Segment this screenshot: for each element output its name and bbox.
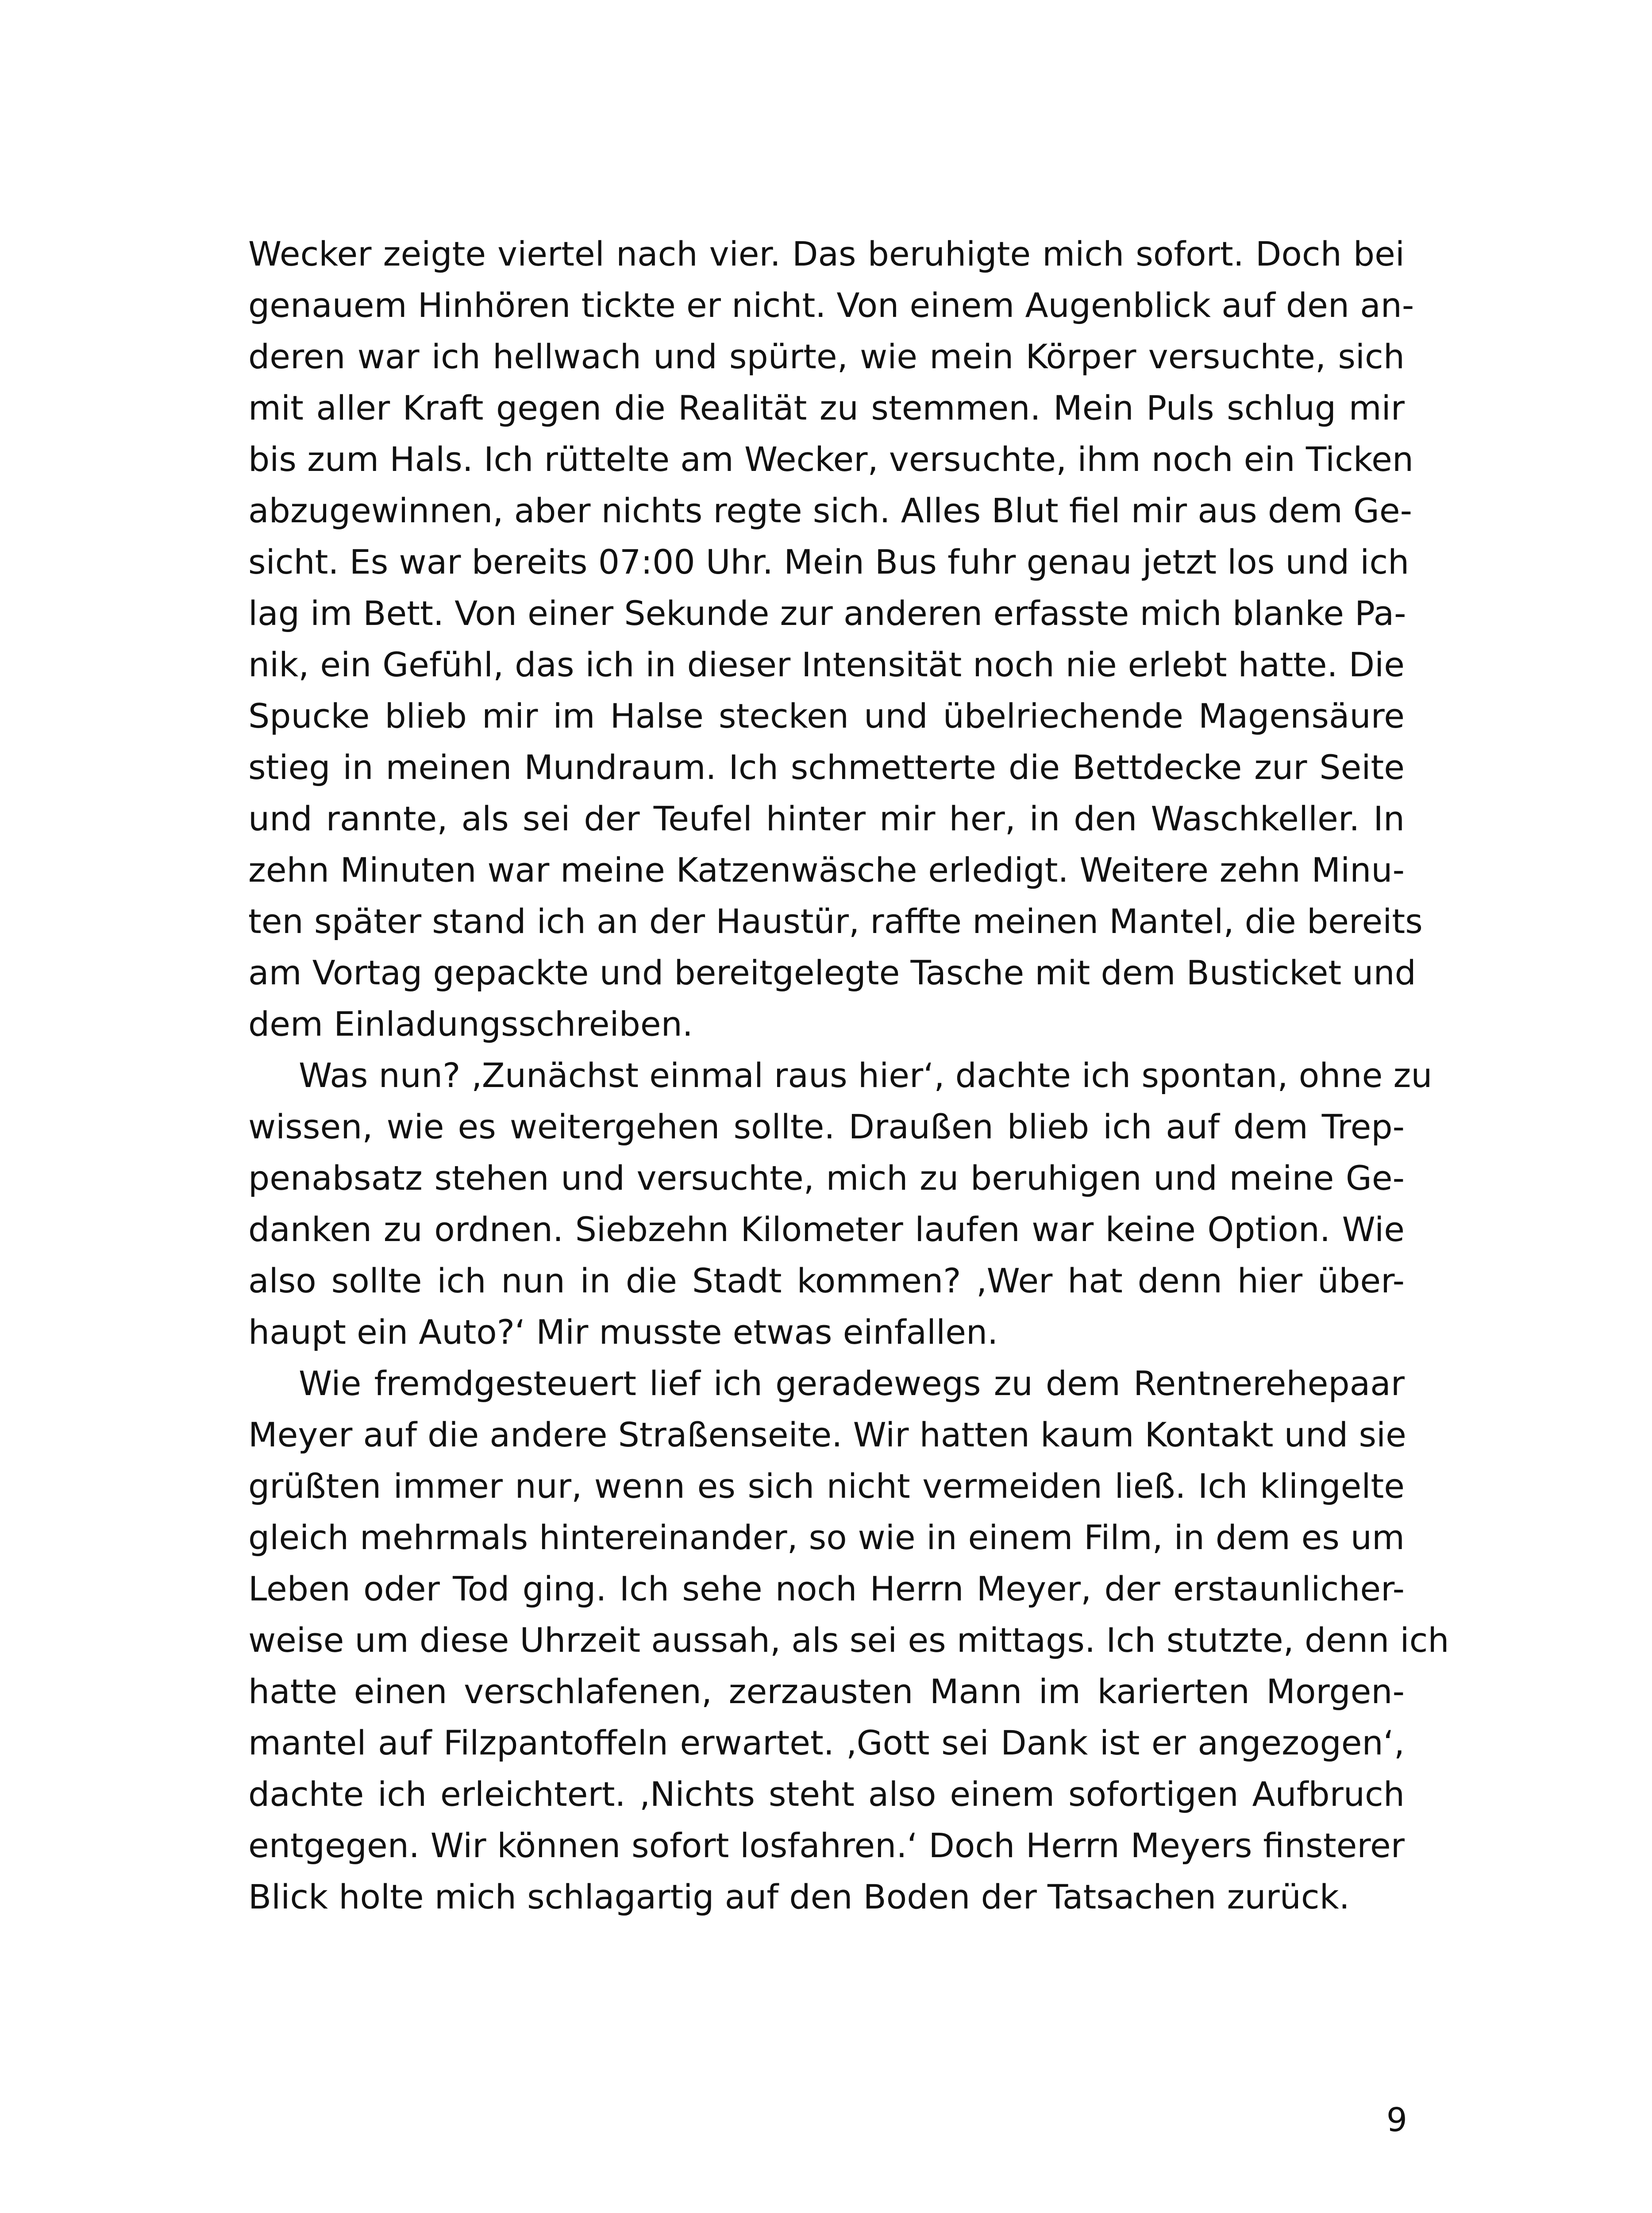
text-line: bis zum Hals. Ich rüttelte am Wecker, versuchte, ihm noch ein Ticken [248, 440, 1414, 479]
text-line: abzugewinnen, aber nichts regte sich. Alles Blut fiel mir aus dem Ge- [248, 491, 1413, 530]
text-line: am Vortag gepackte und bereitgelegte Tasche mit dem Busticket und [248, 953, 1416, 992]
text-line: haupt ein Auto?‘ Mir musste etwas einfallen. [248, 1312, 998, 1352]
text-line: stieg in meinen Mundraum. Ich schmetterte die Bettdecke zur Seite [248, 748, 1405, 787]
text-line: Blick holte mich schlagartig auf den Boden der Tatsachen zurück. [248, 1877, 1350, 1916]
text-line: zehn Minuten war meine Katzenwäsche erledigt. Weitere zehn Minu- [248, 850, 1405, 890]
text-line: nik, ein Gefühl, das ich in dieser Intensität noch nie erlebt hatte. Die [248, 645, 1405, 684]
text-line: und rannte, als sei der Teufel hinter mir her, in den Waschkeller. In [248, 799, 1405, 838]
text-line: deren war ich hellwach und spürte, wie mein Körper versuchte, sich [248, 337, 1405, 376]
text-line: hatte einen verschlafenen, zerzausten Mann im karierten Morgen- [248, 1672, 1405, 1711]
paragraph-start-line: Was nun? ‚Zunächst einmal raus hier‘, dachte ich spontan, ohne zu [299, 1056, 1433, 1095]
text-line: weise um diese Uhrzeit aussah, als sei es mittags. Ich stutzte, denn ich [248, 1620, 1449, 1660]
text-line: grüßten immer nur, wenn es sich nicht vermeiden ließ. Ich klingelte [248, 1466, 1405, 1506]
text-line: mantel auf Filzpantoffeln erwartet. ‚Gott sei Dank ist er angezogen‘, [248, 1723, 1405, 1762]
text-line: dachte ich erleichtert. ‚Nichts steht also einem sofortigen Aufbruch [248, 1774, 1405, 1814]
text-line: gleich mehrmals hintereinander, so wie in einem Film, in dem es um [248, 1518, 1405, 1557]
text-line: penabsatz stehen und versuchte, mich zu beruhigen und meine Ge- [248, 1158, 1405, 1198]
text-line: dem Einladungsschreiben. [248, 1004, 693, 1044]
text-line: Spucke blieb mir im Halse stecken und übelriechende Magensäure [248, 696, 1405, 736]
body-text [248, 228, 1449, 1923]
text-line: lag im Bett. Von einer Sekunde zur anderen erfasste mich blanke Pa- [248, 594, 1406, 633]
text-line: genauem Hinhören tickte er nicht. Von einem Augenblick auf den an- [248, 285, 1414, 325]
text-line: Meyer auf die andere Straßenseite. Wir hatten kaum Kontakt und sie [248, 1415, 1406, 1454]
paragraph-start-line: Wie fremdgesteuert lief ich geradewegs zu dem Rentnerehepaar [299, 1364, 1405, 1403]
text-line: sicht. Es war bereits 07:00 Uhr. Mein Bus fuhr genau jetzt los und ich [248, 542, 1409, 582]
text-line: mit aller Kraft gegen die Realität zu stemmen. Mein Puls schlug mir [248, 388, 1405, 428]
page-number: 9 [1386, 2101, 1407, 2139]
text-line: entgegen. Wir können sofort losfahren.‘ Doch Herrn Meyers finsterer [248, 1826, 1405, 1865]
text-line: wissen, wie es weitergehen sollte. Draußen blieb ich auf dem Trep- [248, 1107, 1405, 1146]
text-line: Wecker zeigte viertel nach vier. Das beruhigte mich sofort. Doch bei [248, 234, 1405, 274]
text-line: ten später stand ich an der Haustür, raffte meinen Mantel, die bereits [248, 902, 1423, 941]
text-line: danken zu ordnen. Siebzehn Kilometer laufen war keine Option. Wie [248, 1210, 1405, 1249]
text-line: also sollte ich nun in die Stadt kommen? ‚Wer hat denn hier über- [248, 1261, 1405, 1300]
text-line: Leben oder Tod ging. Ich sehe noch Herrn Meyer, der erstaunlicher- [248, 1569, 1405, 1608]
